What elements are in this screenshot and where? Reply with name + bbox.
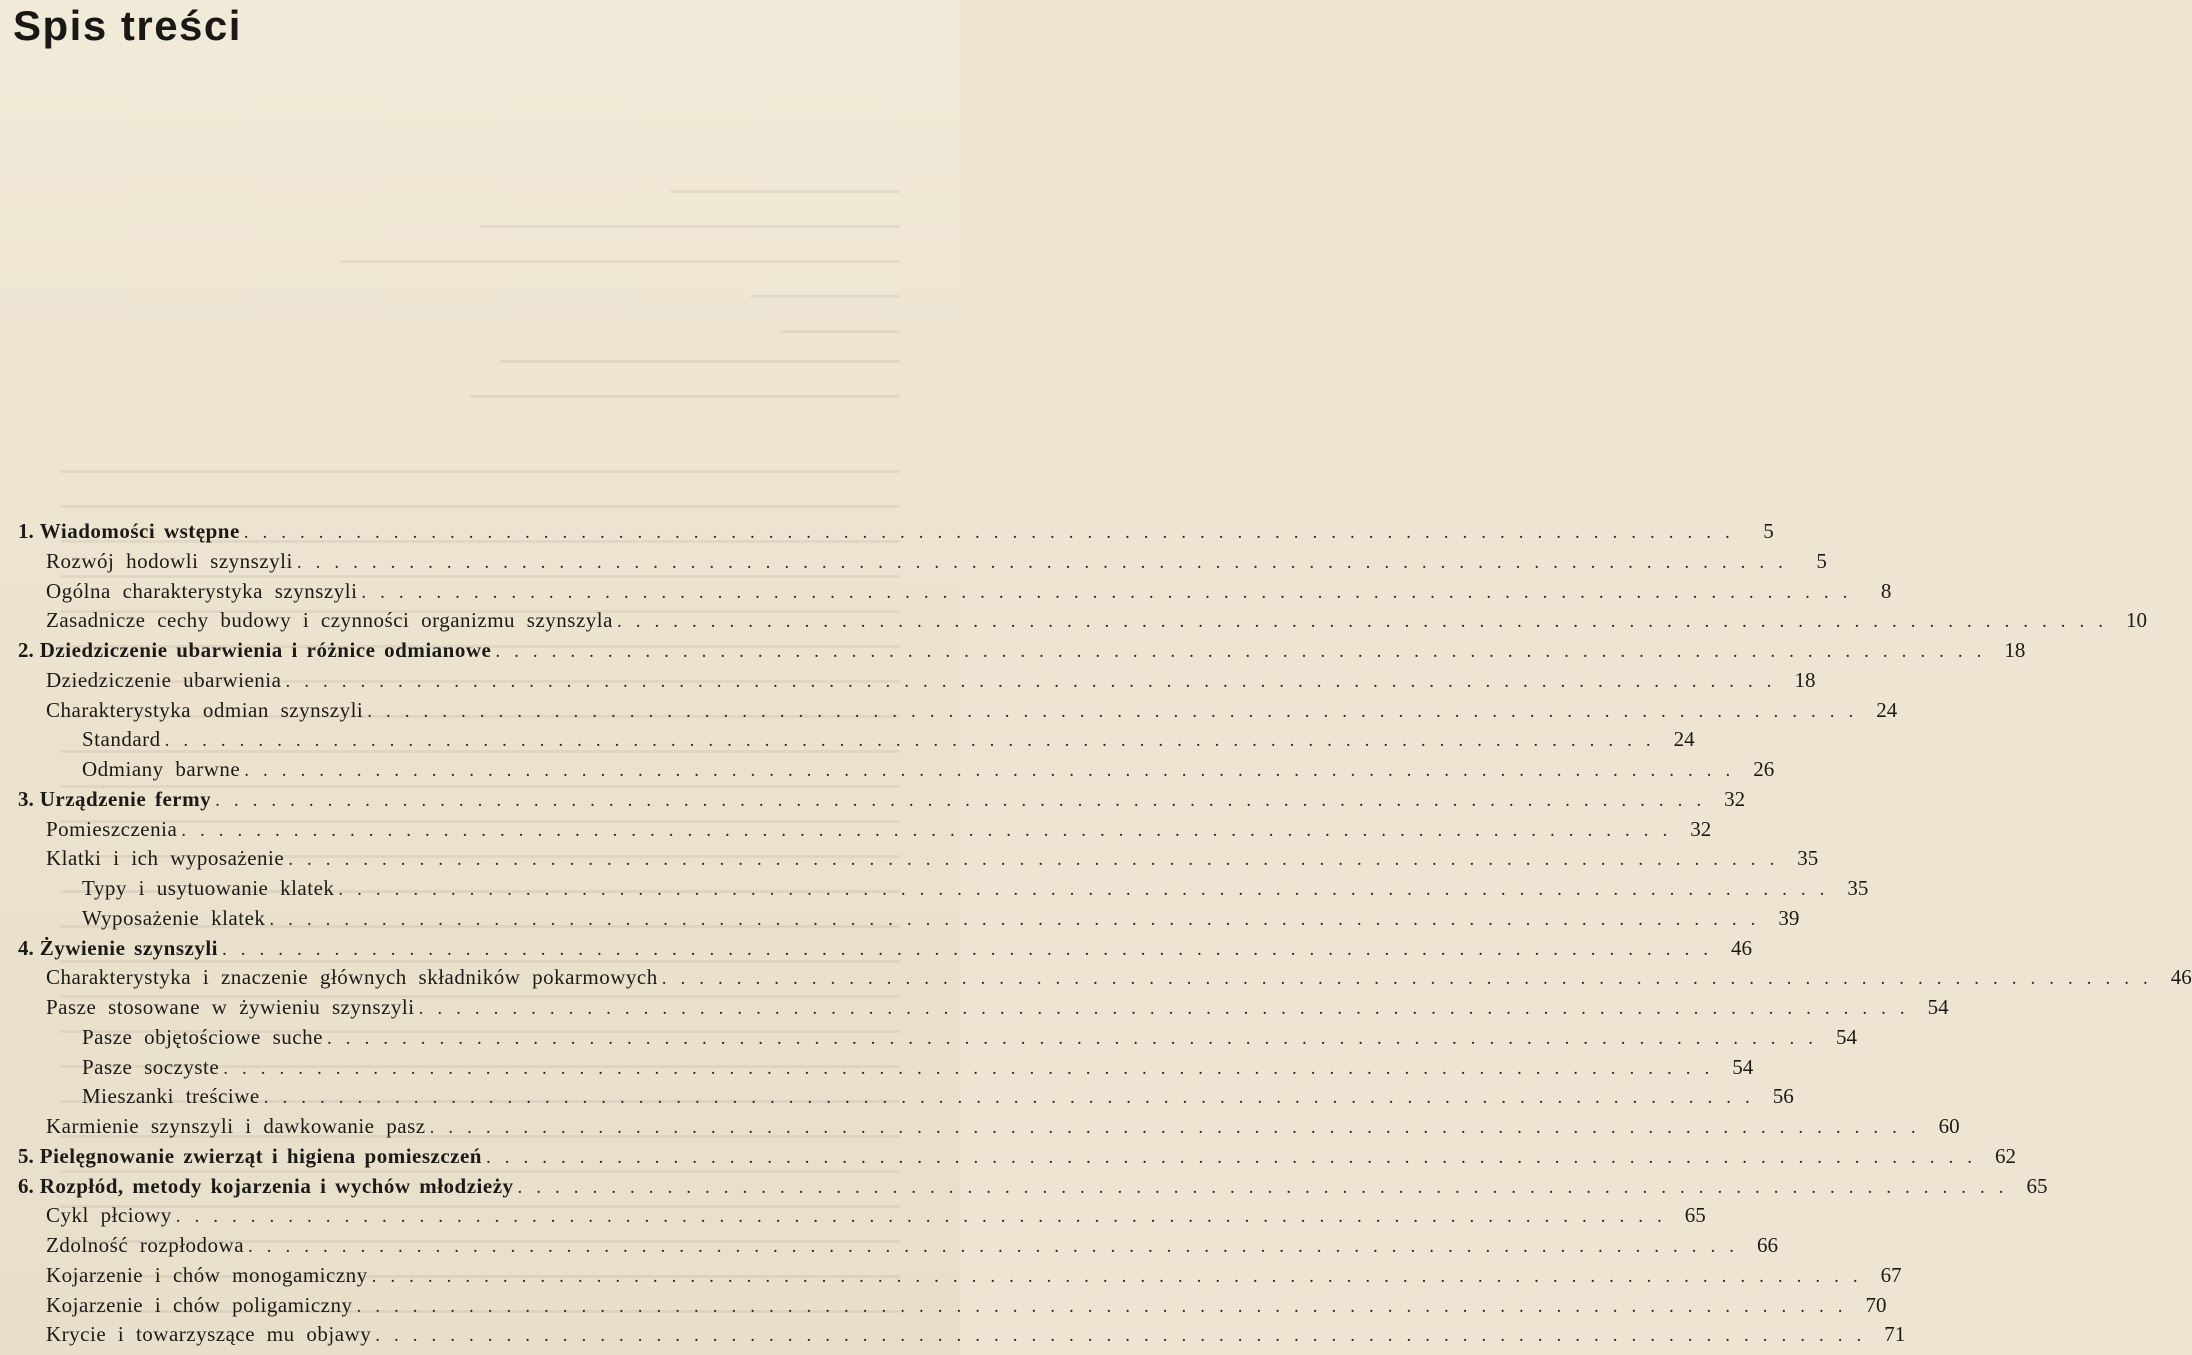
toc-entry-label: Pasze stosowane w żywieniu szynszyli [46, 995, 415, 1019]
toc-entry-label: Charakterystyka i znaczenie głównych składników pokarmowych [46, 965, 658, 990]
toc-chapter[interactable] [18, 635, 2026, 663]
toc-chapter[interactable] [18, 1171, 2048, 1199]
toc-page-number: 60 [1938, 1114, 1960, 1138]
toc-chapter[interactable] [18, 516, 1774, 544]
toc-entry[interactable] [46, 992, 1949, 1020]
toc-entry[interactable] [46, 1230, 1779, 1258]
toc-page-number: 65 [1684, 1203, 1706, 1228]
dot-leader: ................................................................................ [367, 700, 1868, 722]
dot-leader: ................................................................................ [375, 1325, 1876, 1347]
toc-page-number: 54 [1927, 995, 1949, 1019]
toc-entry[interactable] [82, 873, 1869, 901]
toc-entry[interactable] [82, 903, 1800, 931]
toc-entry-label: Karmienie szynszyli i dawkowanie pasz [46, 1114, 426, 1138]
toc-chapter-number: 2. [18, 638, 34, 662]
toc-chapter[interactable] [18, 1141, 2016, 1169]
dot-leader: ................................................................................ [269, 908, 1770, 930]
dot-leader: ................................................................................ [296, 551, 1797, 573]
dot-leader: ................................................................................ [616, 611, 2117, 633]
toc-entry-label: Zdolność rozpłodowa [46, 1233, 245, 1257]
dot-leader: ................................................................................ [661, 968, 2162, 990]
toc-entry-label: Rozpłód, metody kojarzenia i wychów młodzieży [39, 1173, 514, 1198]
toc-page-number: 35 [1797, 846, 1819, 871]
toc-entry-label: Wyposażenie klatek [82, 905, 266, 930]
toc-entry[interactable] [82, 1081, 1794, 1109]
toc-entry-label: Wiadomości wstępne [39, 519, 240, 543]
toc-page-number: 66 [1757, 1233, 1779, 1257]
toc-page-number: 18 [1794, 667, 1816, 692]
dot-leader: ................................................................................ [285, 670, 1786, 692]
toc-page-number: 32 [1724, 786, 1746, 811]
dot-leader: ................................................................................ [418, 998, 1919, 1019]
dot-leader: ................................................................................ [243, 522, 1744, 543]
toc-page-number: 56 [1772, 1084, 1794, 1109]
toc-entry-label: Dziedziczenie ubarwienia i różnice odmianowe [39, 638, 492, 662]
toc-entry-label: Charakterystyka odmian szynszyli [46, 697, 364, 722]
toc-page-number: 5 [1763, 519, 1774, 543]
dot-leader: ................................................................................ [361, 581, 1862, 603]
dot-leader: ................................................................................ [263, 1087, 1764, 1109]
toc-entry-label: Urządzenie fermy [39, 786, 212, 811]
toc-entry-label: Krycie i towarzyszące mu objawy [46, 1322, 372, 1347]
dot-leader: ................................................................................ [248, 1236, 1749, 1257]
dot-leader: ................................................................................ [326, 1027, 1827, 1049]
toc-entry-label: Pomieszczenia [46, 816, 178, 841]
toc-entry[interactable] [82, 1022, 1857, 1050]
toc-page-number: 8 [1880, 578, 1892, 603]
toc-entry-label: Zasadnicze cechy budowy i czynności organizmu szynszyla [46, 608, 613, 633]
toc-page-number: 32 [1690, 816, 1712, 841]
toc-page-number: 35 [1847, 876, 1869, 900]
dot-leader: ................................................................................ [486, 1146, 1986, 1168]
toc-page-number: 70 [1865, 1292, 1887, 1317]
toc-entry-label: Pasze soczyste [82, 1054, 220, 1079]
dot-leader: ................................................................................ [495, 641, 1996, 662]
toc-entry-label: Kojarzenie i chów poligamiczny [46, 1292, 353, 1317]
toc-entry[interactable] [46, 843, 1819, 871]
dot-leader: ................................................................................ [338, 879, 1839, 900]
toc-entry[interactable] [82, 724, 1695, 752]
toc-page-number: 18 [2004, 638, 2026, 662]
toc-page-number: 26 [1753, 757, 1775, 781]
toc-entry-label: Żywienie szynszyli [39, 935, 218, 960]
toc-page-number: 67 [1880, 1262, 1902, 1287]
toc-page-number: 46 [2170, 965, 2192, 990]
toc-page-number: 24 [1876, 697, 1898, 722]
toc-entry[interactable] [46, 1200, 1706, 1228]
toc-entry-label: Typy i usytuowanie klatek [82, 876, 335, 900]
toc-page-number: 54 [1732, 1054, 1754, 1079]
toc-entry-label: Standard [82, 727, 161, 752]
toc-entry-label: Mieszanki treściwe [82, 1084, 260, 1109]
page-title: Spis treści [13, 2, 242, 49]
toc-chapter[interactable] [18, 784, 1746, 812]
dot-leader: ................................................................................ [223, 1057, 1724, 1079]
toc-chapter-number: 1. [18, 519, 34, 543]
toc-entry-label: Rozwój hodowli szynszyli [46, 548, 293, 573]
dot-leader: ................................................................................ [175, 1206, 1676, 1228]
dot-leader: ................................................................................ [181, 819, 1682, 841]
dot-leader: ................................................................................ [244, 760, 1745, 781]
toc-entry[interactable] [46, 1319, 1906, 1347]
toc-entry[interactable] [46, 576, 1892, 604]
toc-entry[interactable] [46, 605, 2147, 633]
dot-leader: ................................................................................ [222, 938, 1722, 960]
toc-page-number: 24 [1673, 727, 1695, 752]
toc-entry-label: Pasze objętościowe suche [82, 1024, 323, 1049]
toc-entry[interactable] [46, 1260, 1902, 1288]
toc-page-number: 10 [2125, 608, 2147, 633]
toc-chapter[interactable] [18, 933, 1752, 961]
toc-entry[interactable] [46, 546, 1827, 574]
toc-chapter-number: 3. [18, 786, 34, 811]
toc-entry-label: Ogólna charakterystyka szynszyli [46, 578, 358, 603]
dot-leader: ................................................................................ [371, 1265, 1872, 1287]
toc-page-number: 39 [1778, 905, 1800, 930]
toc-entry-label: Klatki i ich wyposażenie [46, 846, 285, 871]
toc-entry[interactable] [46, 695, 1898, 723]
toc-chapter-number: 5. [18, 1143, 34, 1168]
toc-page-number: 54 [1835, 1024, 1857, 1049]
toc-page-number: 5 [1816, 548, 1827, 573]
toc-chapter-number: 6. [18, 1173, 34, 1198]
dot-leader: ................................................................................ [356, 1295, 1857, 1317]
dot-leader: ................................................................................ [288, 849, 1789, 871]
dot-leader: ................................................................................ [429, 1117, 1930, 1138]
dot-leader: ................................................................................ [164, 730, 1665, 752]
toc-entry-label: Pielęgnowanie zwierząt i higiena pomieszczeń [39, 1143, 482, 1168]
toc-entry-label: Dziedziczenie ubarwienia [46, 667, 282, 692]
dot-leader: ................................................................................ [517, 1176, 2018, 1198]
toc-page-number: 62 [1995, 1143, 2016, 1168]
toc-entry-label: Odmiany barwne [82, 757, 241, 781]
toc-entry-label: Cykl płciowy [46, 1203, 172, 1228]
toc-entry[interactable] [46, 1290, 1887, 1318]
toc-entry[interactable] [46, 962, 2192, 990]
toc-entry[interactable] [46, 1111, 1960, 1139]
toc-entry[interactable] [82, 754, 1775, 782]
toc-chapter-number: 4. [18, 935, 34, 960]
toc-entry[interactable] [46, 814, 1712, 842]
toc-page-number: 46 [1731, 935, 1752, 960]
toc-page-number: 71 [1884, 1322, 1906, 1347]
toc-entry-label: Kojarzenie i chów monogamiczny [46, 1262, 368, 1287]
toc-entry[interactable] [82, 1052, 1754, 1080]
toc-page-number: 65 [2026, 1173, 2048, 1198]
toc-entry[interactable] [46, 665, 1816, 693]
dot-leader: ................................................................................ [215, 789, 1716, 811]
